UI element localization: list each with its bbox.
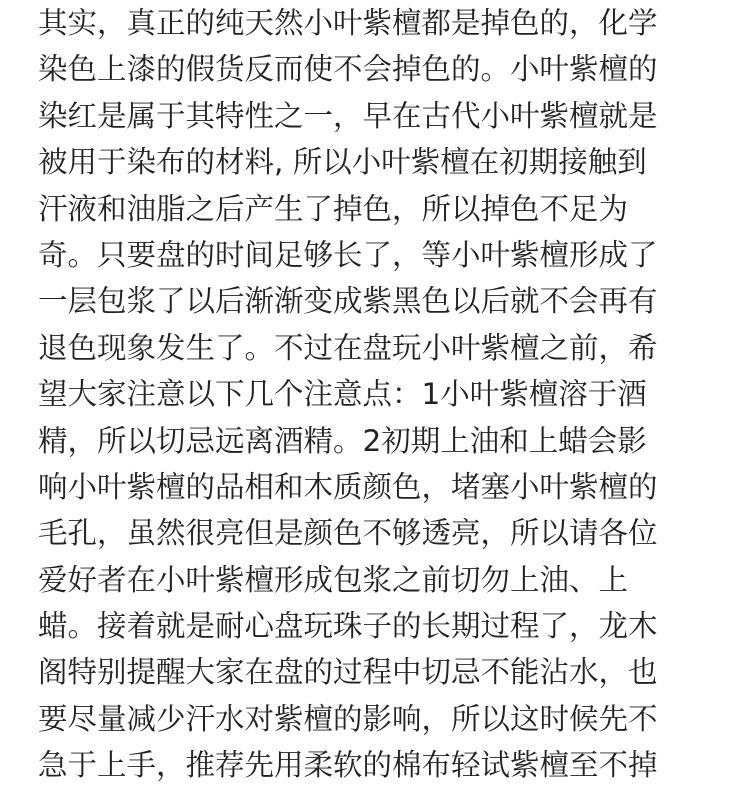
text-line: 爱好者在小叶紫檀形成包浆之前切勿上油、上 <box>38 562 629 597</box>
text-line: 精，所以切忌远离酒精。2初期上油和上蜡会影 <box>38 423 647 458</box>
text-line: 退色现象发生了。不过在盘玩小叶紫檀之前，希 <box>38 330 658 365</box>
text-line: 蜡。接着就是耐心盘玩珠子的长期过程了，龙木 <box>38 609 658 644</box>
text-line: 其实，真正的纯天然小叶紫檀都是掉色的，化学 <box>38 6 658 40</box>
text-line: 阁特别提醒大家在盘的过程中切忌不能沾水，也 <box>38 655 658 690</box>
text-line: 奇。只要盘的时间足够长了，等小叶紫檀形成了 <box>38 237 658 272</box>
text-line: 染色上漆的假货反而使不会掉色的。小叶紫檀的 <box>38 52 658 87</box>
text-line: 被用于染布的材料, 所以小叶紫檀在初期接触到 <box>38 145 647 180</box>
text-line: 要尽量减少汗水对紫檀的影响，所以这时候先不 <box>38 701 658 736</box>
article-body <box>38 0 718 789</box>
text-line: 一层包浆了以后渐渐变成紫黑色以后就不会再有 <box>38 284 658 319</box>
text-line: 急于上手，推荐先用柔软的棉布轻试紫檀至不掉 <box>38 748 658 783</box>
text-line: 毛孔，虽然很亮但是颜色不够透亮，所以请各位 <box>38 516 658 551</box>
text-line: 汗液和油脂之后产生了掉色，所以掉色不足为 <box>38 191 629 226</box>
text-line: 望大家注意以下几个注意点：1小叶紫檀溶于酒 <box>38 377 647 412</box>
text-line: 染红是属于其特性之一，早在古代小叶紫檀就是 <box>38 98 658 133</box>
text-line: 响小叶紫檀的品相和木质颜色，堵塞小叶紫檀的 <box>38 469 658 504</box>
